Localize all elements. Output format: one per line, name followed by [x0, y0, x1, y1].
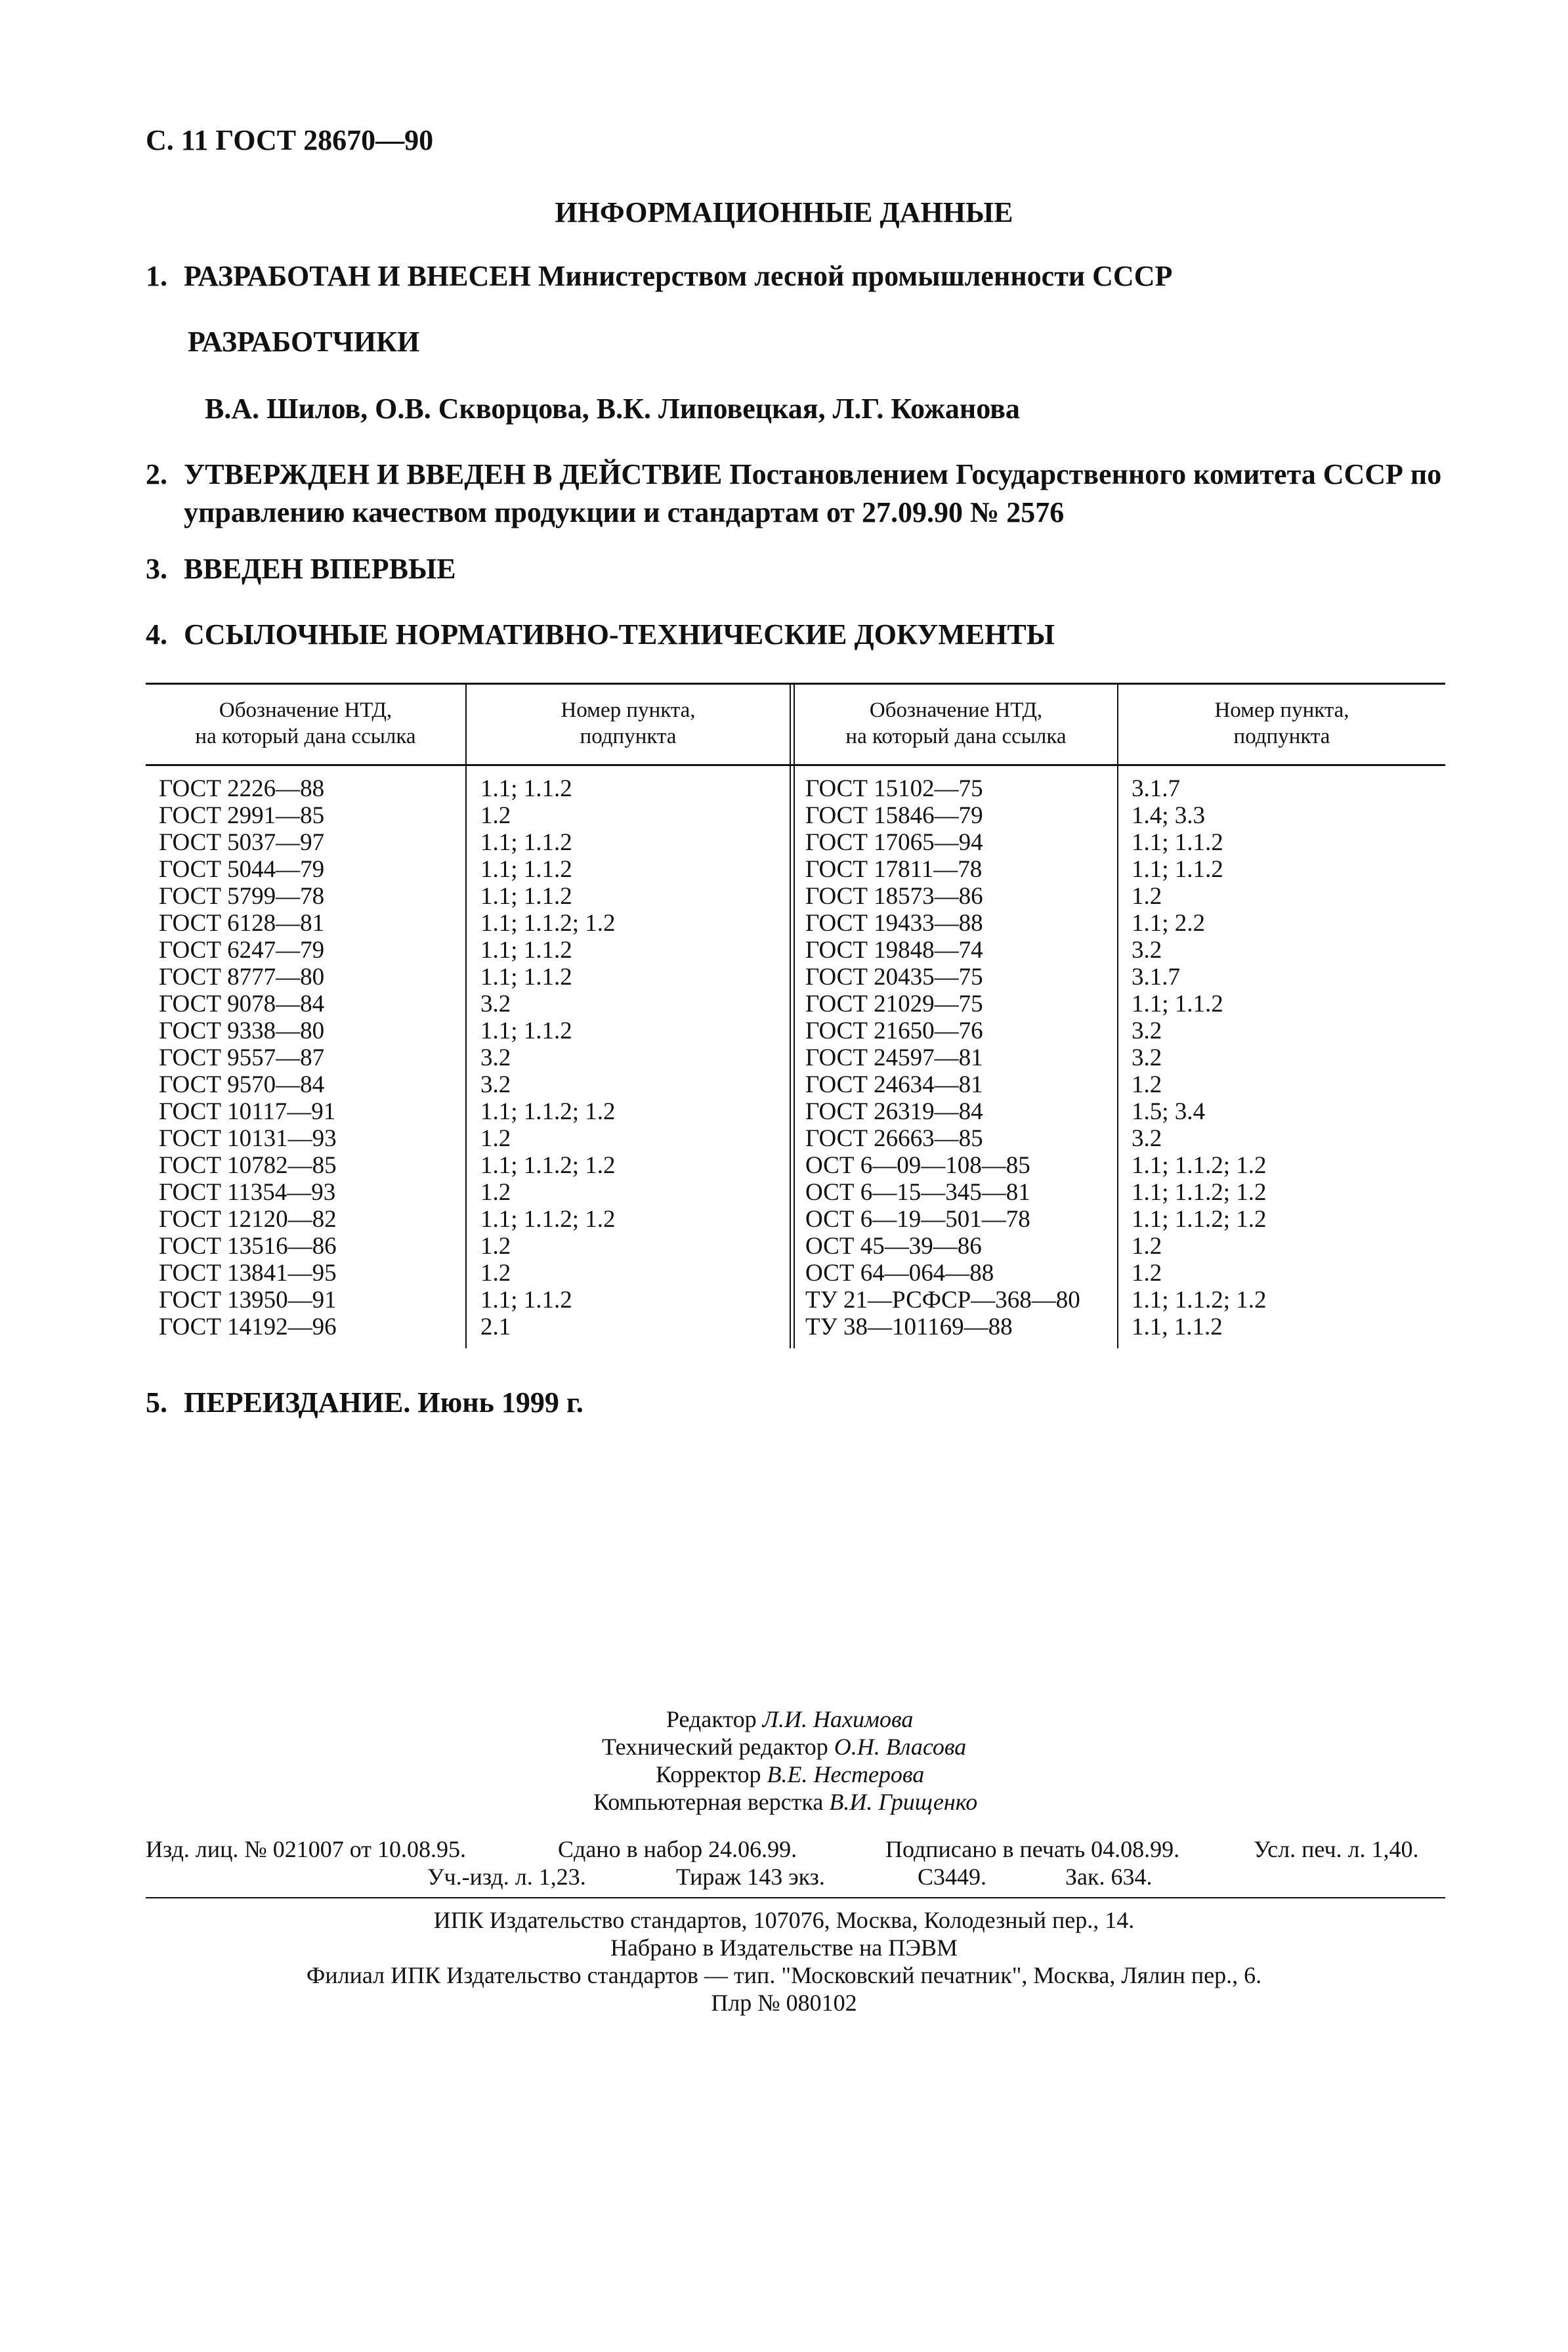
- credit-editor: [666, 1705, 913, 1733]
- table-cell-item: 1.1; 2.2: [1132, 910, 1206, 937]
- table-cell-doc: ГОСТ 15102—75: [805, 775, 983, 802]
- table-col-divider-1: [465, 683, 467, 1348]
- table-cell-doc: ГОСТ 2226—88: [159, 775, 325, 802]
- imprint-signed: Подписано в печать 04.08.99.: [885, 1836, 1180, 1862]
- credit-layout-label: Компьютерная верстка: [593, 1789, 824, 1815]
- table-cell-item: 1.1; 1.1.2: [480, 1287, 572, 1314]
- developers-heading: РАЗРАБОТЧИКИ: [188, 326, 420, 358]
- table-cell-doc: ГОСТ 5037—97: [159, 829, 325, 856]
- table-cell-doc: ГОСТ 19433—88: [805, 910, 983, 937]
- table-cell-doc: ГОСТ 19848—74: [805, 937, 983, 964]
- credit-tech-editor: [602, 1733, 966, 1761]
- section-4-number: 4.: [146, 618, 167, 651]
- section-5-text: [184, 1384, 583, 1422]
- table-cell-item: 3.2: [480, 991, 511, 1017]
- right-docs-column: [805, 775, 1080, 1340]
- left-docs-column: [159, 775, 337, 1340]
- table-cell-doc: ГОСТ 17065—94: [805, 829, 983, 856]
- table-cell-item: 1.2: [1132, 1071, 1162, 1098]
- table-cell-doc: ГОСТ 9570—84: [159, 1071, 325, 1098]
- imprint-order: Зак. 634.: [1065, 1864, 1153, 1890]
- table-cell-item: 1.2: [480, 1179, 511, 1206]
- imprint-copies: Тираж 143 экз.: [676, 1864, 825, 1890]
- table-cell-doc: ГОСТ 14192—96: [159, 1314, 337, 1340]
- table-cell-doc: ТУ 38—101169—88: [805, 1314, 1013, 1340]
- section-2-caps: УТВЕРЖДЕН И ВВЕДЕН В ДЕЙСТВИЕ: [184, 458, 723, 490]
- header-doc-line2: на который дана ссылка: [195, 725, 416, 748]
- table-cell-item: 1.2: [1132, 1260, 1162, 1287]
- section-5-number: 5.: [146, 1386, 167, 1419]
- table-cell-doc: ОСТ 64—064—88: [805, 1260, 994, 1287]
- table-cell-item: 1.4; 3.3: [1132, 802, 1206, 829]
- table-cell-item: 3.1.7: [1132, 775, 1180, 802]
- table-cell-item: 3.2: [1132, 937, 1162, 964]
- publisher-line-3: Филиал ИПК Издательство стандартов — тип. "Московский печатник", Москва, Лялин пер., 6.: [306, 1962, 1262, 1988]
- table-col-divider-3: [1117, 683, 1118, 1348]
- section-1-number: 1.: [146, 260, 167, 292]
- table-cell-item: 1.1; 1.1.2: [1132, 991, 1223, 1017]
- table-cell-item: 1.1; 1.1.2; 1.2: [1132, 1152, 1267, 1179]
- table-cell-item: 3.2: [1132, 1017, 1162, 1044]
- table-cell-item: 1.1; 1.1.2; 1.2: [1132, 1287, 1267, 1314]
- publisher-line-1: ИПК Издательство стандартов, 107076, Москва, Колодезный пер., 14.: [433, 1907, 1135, 1933]
- table-cell-item: 1.1; 1.1.2: [480, 829, 572, 856]
- table-middle-divider-2: [794, 683, 795, 1348]
- table-cell-doc: ГОСТ 6247—79: [159, 937, 325, 964]
- header-doc-left: [146, 697, 465, 750]
- table-cell-doc: ГОСТ 24634—81: [805, 1071, 983, 1098]
- imprint-code: С3449.: [918, 1864, 987, 1890]
- credit-layout-name: В.И. Грищенко: [829, 1789, 978, 1815]
- table-cell-item: 1.1; 1.1.2: [480, 775, 572, 802]
- table-cell-doc: ОСТ 6—09—108—85: [805, 1152, 1030, 1179]
- table-header-rule: [146, 764, 1445, 766]
- table-cell-item: 1.1; 1.1.2: [480, 856, 572, 883]
- table-cell-doc: ГОСТ 2991—85: [159, 802, 325, 829]
- header-doc-line1: Обозначение НТД,: [869, 698, 1043, 722]
- table-cell-item: 1.1; 1.1.2; 1.2: [1132, 1179, 1267, 1206]
- table-cell-item: 1.2: [480, 1125, 511, 1152]
- publisher-line-2: Набрано в Издательстве на ПЭВМ: [610, 1935, 958, 1961]
- publisher-line-4: Плр № 080102: [711, 1990, 857, 2016]
- table-cell-item: 1.1; 1.1.2; 1.2: [480, 910, 616, 937]
- section-1-text: [184, 257, 1172, 295]
- credit-tech-name: О.Н. Власова: [834, 1734, 967, 1760]
- table-cell-item: 1.1; 1.1.2; 1.2: [1132, 1206, 1267, 1233]
- imprint-rule: [146, 1897, 1445, 1898]
- table-cell-doc: ГОСТ 9338—80: [159, 1017, 325, 1044]
- table-cell-item: 1.1; 1.1.2: [1132, 829, 1223, 856]
- table-cell-doc: ГОСТ 5799—78: [159, 883, 325, 910]
- section-5-rest: Июнь 1999 г.: [417, 1386, 583, 1419]
- table-cell-doc: ОСТ 6—15—345—81: [805, 1179, 1030, 1206]
- table-cell-doc: ГОСТ 10782—85: [159, 1152, 337, 1179]
- table-top-rule: [146, 683, 1445, 685]
- right-items-column: [1132, 775, 1267, 1340]
- table-cell-item: 3.2: [1132, 1125, 1162, 1152]
- table-cell-doc: ГОСТ 21029—75: [805, 991, 983, 1017]
- developers-names: В.А. Шилов, О.В. Скворцова, В.К. Липовецкая, Л.Г. Кожанова: [205, 393, 1020, 425]
- page-header: С. 11 ГОСТ 28670—90: [146, 124, 434, 156]
- table-cell-doc: ГОСТ 10117—91: [159, 1098, 336, 1125]
- table-cell-doc: ОСТ 6—19—501—78: [805, 1206, 1030, 1233]
- table-cell-item: 1.1; 1.1.2; 1.2: [480, 1098, 616, 1125]
- table-middle-divider: [790, 683, 791, 1348]
- left-items-column: [480, 775, 616, 1340]
- table-cell-item: 2.1: [480, 1314, 511, 1340]
- credit-layout: [593, 1788, 977, 1816]
- section-2-text: [184, 456, 1451, 532]
- section-4-text: ССЫЛОЧНЫЕ НОРМАТИВНО-ТЕХНИЧЕСКИЕ ДОКУМЕНТЫ: [184, 618, 1055, 651]
- section-3-text: ВВЕДЕН ВПЕРВЫЕ: [184, 553, 456, 585]
- section-1-rest: Министерством лесной промышленности СССР: [538, 260, 1173, 292]
- table-cell-doc: ГОСТ 26319—84: [805, 1098, 983, 1125]
- imprint-license: Изд. лиц. № 021007 от 10.08.95.: [146, 1836, 466, 1862]
- table-cell-item: 1.2: [480, 1260, 511, 1287]
- table-cell-doc: ГОСТ 20435—75: [805, 964, 983, 991]
- table-cell-item: 1.5; 3.4: [1132, 1098, 1206, 1125]
- header-item-line2: подпункта: [580, 725, 677, 748]
- table-cell-doc: ГОСТ 13516—86: [159, 1233, 337, 1260]
- header-item-left: [467, 697, 790, 750]
- table-cell-item: 1.1; 1.1.2: [480, 883, 572, 910]
- imprint-print-sheets: Усл. печ. л. 1,40.: [1254, 1836, 1419, 1862]
- header-item-right: [1118, 697, 1445, 750]
- table-cell-item: 1.1; 1.1.2: [480, 937, 572, 964]
- header-item-line2: подпункта: [1233, 725, 1330, 748]
- table-cell-doc: ГОСТ 8777—80: [159, 964, 325, 991]
- table-cell-item: 1.2: [480, 802, 511, 829]
- section-2-number: 2.: [146, 458, 167, 490]
- table-cell-doc: ГОСТ 12120—82: [159, 1206, 337, 1233]
- imprint-pub-sheets: Уч.-изд. л. 1,23.: [427, 1864, 586, 1890]
- table-cell-doc: ГОСТ 9078—84: [159, 991, 325, 1017]
- table-cell-doc: ГОСТ 15846—79: [805, 802, 983, 829]
- table-cell-item: 1.1, 1.1.2: [1132, 1314, 1223, 1340]
- table-cell-doc: ГОСТ 26663—85: [805, 1125, 983, 1152]
- header-item-line1: Номер пункта,: [1214, 698, 1349, 722]
- credit-tech-label: Технический редактор: [602, 1734, 828, 1760]
- table-cell-doc: ГОСТ 5044—79: [159, 856, 325, 883]
- table-cell-item: 1.1; 1.1.2: [480, 1017, 572, 1044]
- reference-table: [146, 683, 1445, 1350]
- credit-corrector-label: Корректор: [656, 1761, 761, 1787]
- section-3-number: 3.: [146, 553, 167, 585]
- table-cell-doc: ГОСТ 13841—95: [159, 1260, 337, 1287]
- table-cell-item: 1.2: [1132, 883, 1162, 910]
- table-cell-doc: ГОСТ 18573—86: [805, 883, 983, 910]
- credit-corrector-name: В.Е. Нестерова: [767, 1761, 925, 1787]
- table-cell-item: 1.2: [1132, 1233, 1162, 1260]
- table-cell-item: 1.1; 1.1.2; 1.2: [480, 1206, 616, 1233]
- table-cell-doc: ГОСТ 17811—78: [805, 856, 983, 883]
- table-cell-doc: ГОСТ 6128—81: [159, 910, 325, 937]
- credit-editor-label: Редактор: [666, 1706, 757, 1732]
- table-cell-doc: ГОСТ 9557—87: [159, 1044, 325, 1071]
- table-cell-item: 1.1; 1.1.2: [480, 964, 572, 991]
- imprint-submitted: Сдано в набор 24.06.99.: [558, 1836, 797, 1862]
- table-cell-doc: ГОСТ 13950—91: [159, 1287, 337, 1314]
- section-5-caps: ПЕРЕИЗДАНИЕ.: [184, 1386, 411, 1419]
- header-item-line1: Номер пункта,: [561, 698, 696, 722]
- table-cell-item: 3.2: [480, 1044, 511, 1071]
- section-1-caps: РАЗРАБОТАН И ВНЕСЕН: [184, 260, 531, 292]
- table-cell-doc: ТУ 21—РСФСР—368—80: [805, 1287, 1080, 1314]
- header-doc-right: [795, 697, 1117, 750]
- table-cell-doc: ГОСТ 21650—76: [805, 1017, 983, 1044]
- table-cell-item: 1.1; 1.1.2; 1.2: [480, 1152, 616, 1179]
- section-2: [146, 456, 1458, 534]
- credit-editor-name: Л.И. Нахимова: [762, 1706, 914, 1732]
- header-doc-line2: на который дана ссылка: [845, 725, 1067, 748]
- table-cell-doc: ГОСТ 10131—93: [159, 1125, 337, 1152]
- table-cell-item: 1.1; 1.1.2: [1132, 856, 1223, 883]
- table-cell-item: 1.2: [480, 1233, 511, 1260]
- header-doc-line1: Обозначение НТД,: [219, 698, 392, 722]
- table-cell-item: 3.2: [1132, 1044, 1162, 1071]
- section-2-rest: Постановлением Государственного комитета СССР по управлению качеством продукции и стандартам от 27.09.90 № 2576: [184, 458, 1442, 528]
- table-cell-doc: ГОСТ 11354—93: [159, 1179, 336, 1206]
- credit-corrector: [656, 1761, 924, 1788]
- table-cell-item: 3.2: [480, 1071, 511, 1098]
- page-title: ИНФОРМАЦИОННЫЕ ДАННЫЕ: [555, 196, 1013, 228]
- table-cell-doc: ОСТ 45—39—86: [805, 1233, 982, 1260]
- table-cell-item: 3.1.7: [1132, 964, 1180, 991]
- table-cell-doc: ГОСТ 24597—81: [805, 1044, 983, 1071]
